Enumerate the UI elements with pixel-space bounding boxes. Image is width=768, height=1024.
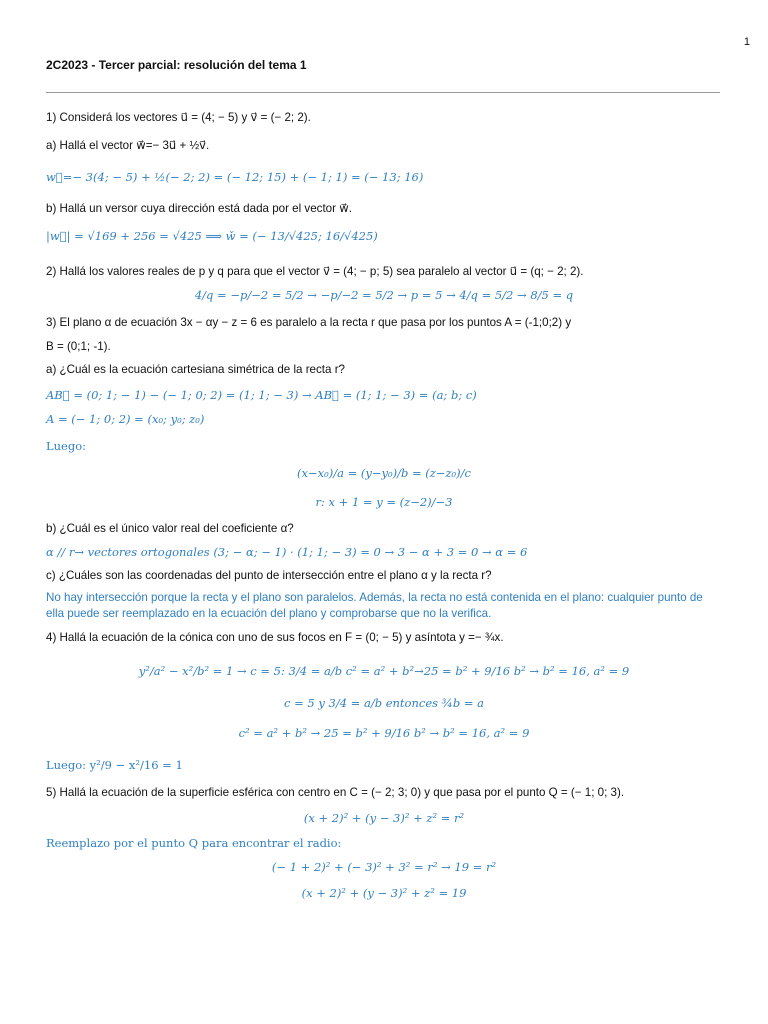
problem-3a-statement: a) ¿Cuál es la ecuación cartesiana simétrica de la recta r? [46, 363, 345, 376]
problem-5-final: (x + 2)² + (y − 3)² + z² = 19 [301, 886, 467, 900]
problem-5-equation: (x + 2)² + (y − 3)² + z² = r² [303, 811, 465, 825]
problem-3c-statement: c) ¿Cuáles son las coordenadas del punto de intersección entre el plano α y la recta r? [46, 569, 492, 582]
problem-3b-statement: b) ¿Cuál es el único valor real del coeficiente α? [46, 522, 294, 535]
problem-4-statement: 4) Hallá la ecuación de la cónica con uno de sus focos en F = (0; − 5) y asíntota y =− ¾x. [46, 631, 504, 644]
document-title: 2C2023 - Tercer parcial: resolución del tema 1 [46, 58, 307, 72]
problem-3-statement-cont: B = (0;1; -1). [46, 340, 111, 353]
problem-3c-solution: No hay intersección porque la recta y el plano son paralelos. Además, la recta no está contenida en el plano: cualquier punto de ella puede ser reemplazado en la ecuación del plano y comprobarse que no la verifica. [46, 591, 703, 620]
problem-1b-solution: |w⃗| = √169 + 256 = √425 ⟹ w̌ = (− 13/√425; 16/√425) [46, 229, 378, 243]
problem-1b-statement: b) Hallá un versor cuya dirección está dada por el vector w⃗. [46, 202, 352, 215]
problem-4-result: Luego: y²/9 − x²/16 = 1 [46, 758, 183, 772]
header-divider [46, 92, 720, 93]
problem-2-solution: 4/q = −p/−2 = 5/2 → −p/−2 = 5/2 → p = 5 → 4/q = 5/2 → 8/5 = q [194, 288, 574, 302]
symmetric-equation-r: r: x + 1 = y = (z−2)/−3 [315, 495, 453, 509]
problem-1a-solution: w⃗=− 3(4; − 5) + ½(− 2; 2) = (− 12; 15) + (− 1; 1) = (− 13; 16) [46, 170, 424, 184]
problem-2-statement: 2) Hallá los valores reales de p y q para que el vector v⃗ = (4; − p; 5) sea paralelo al vector u⃗ = (q; − 2; 2). [46, 265, 584, 278]
problem-3b-solution: α // r→ vectores ortogonales (3; − α; − 1) · (1; 1; − 3) = 0 → 3 − α + 3 = 0 → α = 6 [46, 545, 528, 559]
problem-3a-solution-point: A = (− 1; 0; 2) = (x₀; y₀; z₀) [46, 412, 205, 426]
problem-3a-luego: Luego: [46, 439, 87, 453]
problem-3-statement: 3) El plano α de ecuación 3x − αy − z = 6 es paralelo a la recta r que pasa por los puntos A = (-1;0;2) y [46, 316, 572, 329]
problem-3a-solution-ab: AB⃗ = (0; 1; − 1) − (− 1; 0; 2) = (1; 1; − 3) → AB⃗ = (1; 1; − 3) = (a; b; c) [46, 388, 477, 402]
problem-5-radius: (− 1 + 2)² + (− 3)² + 3² = r² → 19 = r² [271, 860, 497, 874]
problem-4-solution-2: c = 5 y 3/4 = a/b entonces ¾b = a [284, 696, 484, 710]
problem-1a-statement: a) Hallá el vector w⃗=− 3u⃗ + ½v⃗. [46, 139, 210, 152]
page-number: 1 [743, 36, 750, 48]
problem-1-statement: 1) Considerá los vectores u⃗ = (4; − 5) y v⃗ = (− 2; 2). [46, 111, 311, 124]
problem-5-statement: 5) Hallá la ecuación de la superficie esférica con centro en C = (− 2; 3; 0) y que pasa por el punto Q = (− 1; 0; 3). [46, 786, 625, 799]
problem-5-reemplazo: Reemplazo por el punto Q para encontrar el radio: [46, 836, 342, 850]
problem-4-solution-1: y²/a² − x²/b² = 1 → c = 5: 3/4 = a/b c² = a² + b²→25 = b² + 9/16 b² → b² = 16, a² = 9 [138, 664, 630, 678]
problem-4-solution-3: c² = a² + b² → 25 = b² + 9/16 b² → b² = 16, a² = 9 [238, 726, 530, 740]
symmetric-equation-general: (x−x₀)/a = (y−y₀)/b = (z−z₀)/c [297, 466, 471, 480]
